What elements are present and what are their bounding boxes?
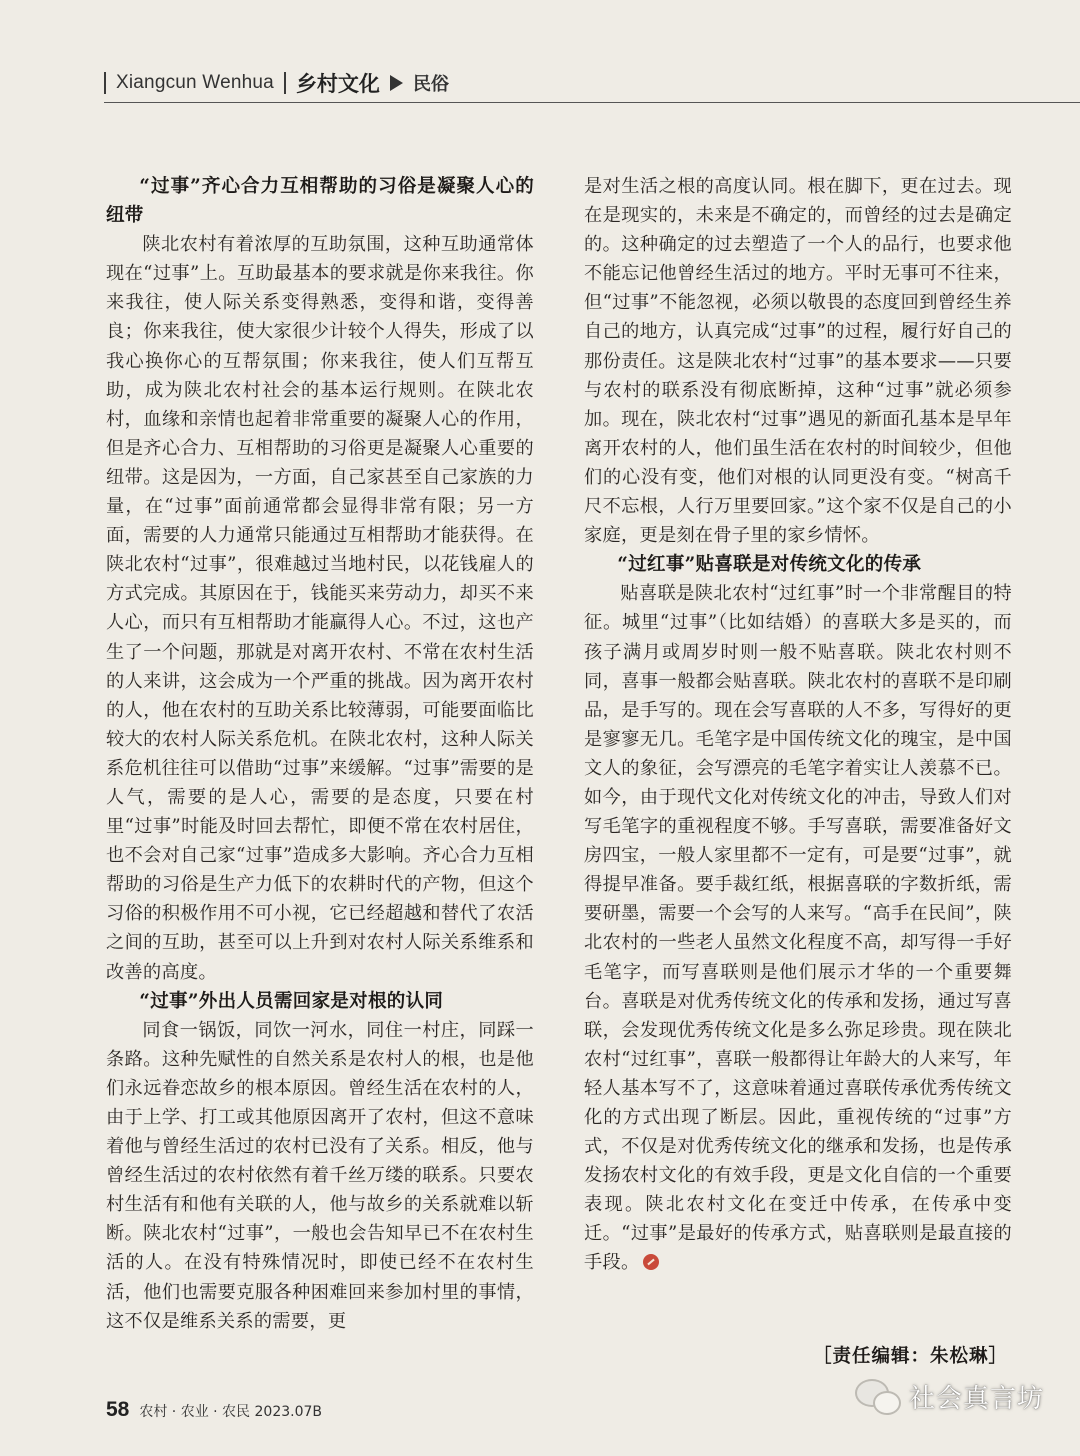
- watermark-text: 社会真言坊: [908, 1384, 1044, 1414]
- paragraph-continued: 是对生活之根的高度认同。根在脚下，更在过去。现在是现实的，未来是不确定的，而曾经的过去是确定的。这种确定的过去塑造了一个人的品行，也要求他不能忘记他曾经生活过的地方。平时无事可不往来，但“过事”不能忽视，必须以敬畏的态度回到曾经生养自己的地方，认真完成“过事”的过程，履行好自己的那份责任。这是陕北农村“过事”的基本要求——只要与农村的联系没有彻底断掉，这种“过事”就必须参加。现在，陕北农村“过事”遇见的新面孔基本是早年离开农村的人，他们虽生活在农村的时间较少，但他们的心没有变，他们对根的认同更没有变。“树高千尺不忘根，人行万里要回家。”这个家不仅是自己的小家庭，更是刻在骨子里的家乡情怀。: [584, 176, 1012, 547]
- header-divider: [104, 72, 106, 94]
- triangle-arrow-icon: [390, 75, 403, 91]
- page-number: 58: [106, 1398, 130, 1421]
- right-column: [584, 172, 1012, 1278]
- paragraph: 同食一锅饭，同饮一河水，同住一村庄，同踩一条路。这种先赋性的自然关系是农村人的根，也是他们永远眷恋故乡的根本原因。曾经生活在农村的人，由于上学、打工或其他原因离开了农村，但这不意味着他与曾经生活过的农村已没有了关系。相反，他与曾经生活过的农村依然有着千丝万缕的联系。只要农村生活有和他有关联的人，他与故乡的关系就难以斩断。陕北农村“过事”，一般也会告知早已不在农村生活的人。在没有特殊情况时，即使已经不在农村生活，他们也需要克服各种困难回来参加村里的事情，这不仅是维系关系的需要，更: [106, 1019, 534, 1332]
- wechat-icon: [855, 1379, 899, 1415]
- end-mark-icon: [643, 1254, 659, 1270]
- page-footer: [106, 1398, 322, 1422]
- left-column: [106, 172, 534, 1336]
- watermark: [855, 1378, 1044, 1415]
- section-heading-return-home: “过事”外出人员需回家是对根的认同: [139, 990, 444, 1012]
- header-rule: [104, 102, 1080, 103]
- page-header: [104, 66, 449, 100]
- journal-name: 农村 · 农业 · 农民 2023.07B: [139, 1404, 323, 1420]
- section-heading-couplets: “过红事”贴喜联是对传统文化的传承: [617, 554, 922, 576]
- header-section: 民俗: [412, 74, 449, 95]
- responsible-editor: ［责任编辑：朱松琳］: [812, 1346, 1008, 1367]
- paragraph: 陕北农村有着浓厚的互助氛围，这种互助通常体现在“过事”上。互助最基本的要求就是你来我往。你来我往，使人际关系变得熟悉，变得和谐，变得善良；你来我往，使大家很少计较个人得失，形成了以我心换你心的互帮氛围；你来我往，使人们互帮互助，成为陕北农村社会的基本运行规则。在陕北农村，血缘和亲情也起着非常重要的凝聚人心的作用，但是齐心合力、互相帮助的习俗更是凝聚人心重要的纽带。这是因为，一方面，自己家甚至自己家族的力量，在“过事”面前通常都会显得非常有限；另一方面，需要的人力通常只能通过互相帮助才能获得。在陕北农村“过事”，很难越过当地村民，以花钱雇人的方式完成。其原因在于，钱能买来劳动力，却买不来人心，而只有互相帮助才能赢得人心。不过，这也产生了一个问题，那就是对离开农村、不常在农村生活的人来讲，这会成为一个严重的挑战。因为离开农村的人，他在农村的互助关系比较薄弱，可能要面临比较大的农村人际关系危机。在陕北农村，这种人际关系危机往往可以借助“过事”来缓解。“过事”需要的是人气，需要的是人心，需要的是态度，只要在村里“过事”时能及时回去帮忙，即便不常在农村居住，也不会对自己家“过事”造成多大影响。齐心合力互相帮助的习俗是生产力低下的农耕时代的产物，但这个习俗的积极作用不可小视，它已经超越和替代了农活之间的互助，甚至可以上升到对农村人际关系维系和改善的高度。: [106, 234, 534, 983]
- section-heading-mutual-help: “过事”齐心合力互相帮助的习俗是凝聚人心的纽带: [106, 176, 534, 227]
- paragraph-text: 贴喜联是陕北农村“过红事”时一个非常醒目的特征。城里“过事”（比如结婚）的喜联大多是买的，而孩子满月或周岁时则一般不贴喜联。陕北农村则不同，喜事一般都会贴喜联。陕北农村的喜联不是印刷品，是手写的。现在会写喜联的人不多，写得好的更是寥寥无几。毛笔字是中国传统文化的瑰宝，是中国文人的象征，会写漂亮的毛笔字着实让人羡慕不已。如今，由于现代文化对传统文化的冲击，导致人们对写毛笔字的重视程度不够。手写喜联，需要准备好文房四宝，一般人家里都不一定有，可是要“过事”，就得提早准备。要手裁红纸，根据喜联的字数折纸，需要研墨，需要一个会写的人来写。“高手在民间”，陕北农村的一些老人虽然文化程度不高，却写得一手好毛笔字，而写喜联则是他们展示才华的一个重要舞台。喜联是对优秀传统文化的传承和发扬，通过写喜联，会发现优秀传统文化是多么弥足珍贵。现在陕北农村“过红事”，喜联一般都得让年龄大的人来写，年轻人基本写不了，这意味着通过喜联传承优秀传统文化的方式出现了断层。因此，重视传统的“过事”方式，不仅是对优秀传统文化的继承和发扬，也是传承发扬农村文化的有效手段，更是文化自信的一个重要表现。陕北农村文化在变迁中传承，在传承中变迁。“过事”是最好的传承方式，贴喜联则是最直接的手段。: [584, 583, 1012, 1274]
- header-chinese-title: 乡村文化: [295, 72, 380, 96]
- paragraph: [584, 579, 1012, 1277]
- header-english-title: Xiangcun Wenhua: [116, 72, 274, 93]
- header-divider: [284, 72, 286, 94]
